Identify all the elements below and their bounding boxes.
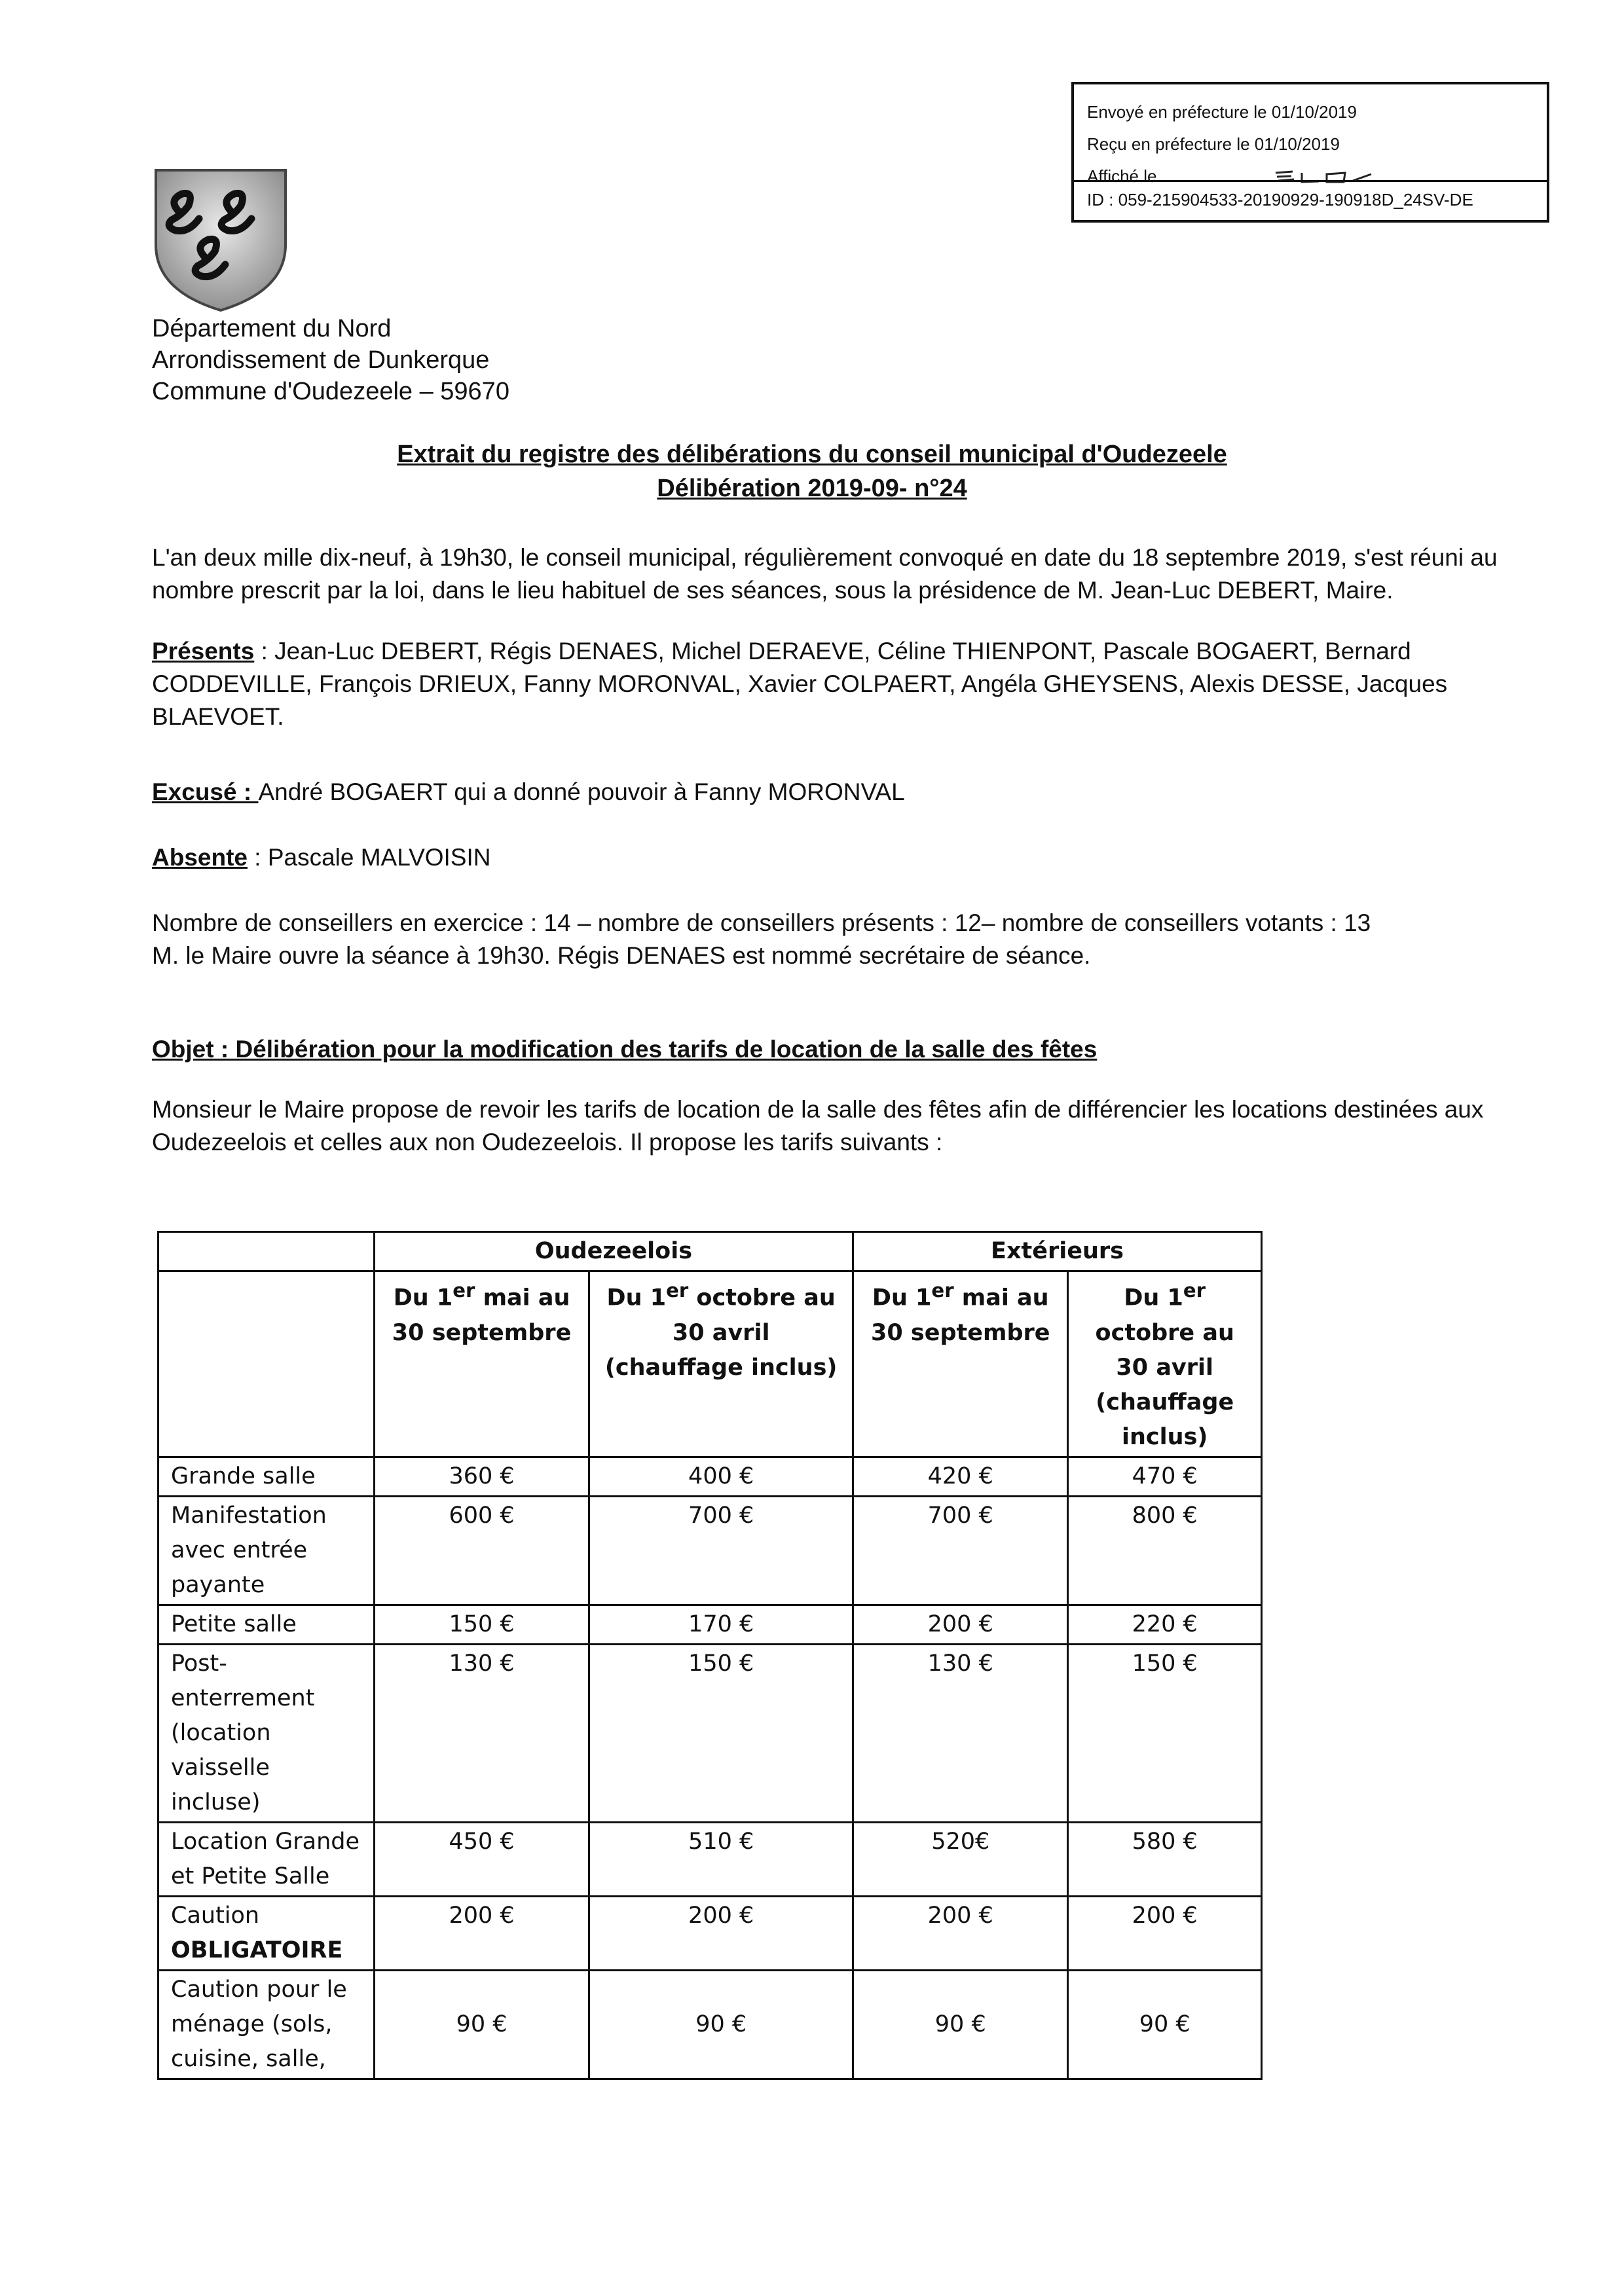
table-row xyxy=(158,1457,1262,1496)
price-cell: 200 € xyxy=(853,1605,1068,1644)
prefecture-stamp xyxy=(1071,82,1549,223)
proposition-paragraph: Monsieur le Maire propose de revoir les tarifs de location de la salle des fêtes afin de différencier les locations destinées aux Oudezeelois et celles aux non Oudezeelois. Il propose les tarifs suivants : xyxy=(152,1096,1484,1156)
presents-label: Présents xyxy=(152,638,255,665)
price-cell: 90 € xyxy=(374,1970,589,2079)
absente-text: : Pascale MALVOISIN xyxy=(247,844,491,871)
price-cell: 200 € xyxy=(1068,1896,1262,1970)
seance-line: M. le Maire ouvre la séance à 19h30. Régis DENAES est nommé secrétaire de séance. xyxy=(152,942,1091,969)
intro-paragraph: L'an deux mille dix-neuf, à 19h30, le conseil municipal, régulièrement convoqué en date du 18 septembre 2019, s'est réuni au nombre prescrit par la loi, dans le lieu habituel de ses séances, sous la présidence de M. Jean-Luc DEBERT, Maire. xyxy=(152,544,1498,604)
price-cell: 150 € xyxy=(374,1605,589,1644)
table-empty-cell xyxy=(158,1271,375,1457)
arrondissement-line: Arrondissement de Dunkerque xyxy=(152,346,490,374)
price-cell: 90 € xyxy=(853,1970,1068,2079)
table-row xyxy=(158,1822,1262,1896)
price-cell: 90 € xyxy=(589,1970,853,2079)
stamp-envoye: Envoyé en préfecture le 01/10/2019 xyxy=(1087,102,1357,122)
row-label: Manifestation avec entrée payante xyxy=(158,1496,375,1605)
price-cell: 360 € xyxy=(374,1457,589,1496)
table-empty-corner xyxy=(158,1232,375,1271)
price-cell: 150 € xyxy=(589,1644,853,1822)
stamp-id: ID : 059-215904533-20190929-190918D_24SV-DE xyxy=(1074,180,1547,220)
presents-text: : Jean-Luc DEBERT, Régis DENAES, Michel DERAEVE, Céline THIENPONT, Pascale BOGAERT, Bernard CODDEVILLE, François DRIEUX, Fanny MORONVAL, Xavier COLPAERT, Angéla GHEYSENS, Alexis DESSE, Jacques BLAEVOET. xyxy=(152,638,1448,730)
price-cell: 510 € xyxy=(589,1822,853,1896)
period-header: Du 1er octobre au 30 avril (chauffage inclus) xyxy=(1068,1271,1262,1457)
presents-paragraph xyxy=(152,635,1501,733)
price-cell: 600 € xyxy=(374,1496,589,1605)
row-label: Location Grande et Petite Salle xyxy=(158,1822,375,1896)
price-cell: 800 € xyxy=(1068,1496,1262,1605)
excuse-text: André BOGAERT qui a donné pouvoir à Fanny MORONVAL xyxy=(258,778,905,805)
price-cell: 700 € xyxy=(853,1496,1068,1605)
stamp-affiche-label: Affiché le xyxy=(1087,166,1157,186)
commune-line: Commune d'Oudezeele – 59670 xyxy=(152,378,509,405)
nombre-line: Nombre de conseillers en exercice : 14 – nombre de conseillers présents : 12– nombre de conseillers votants : 13 xyxy=(152,909,1371,936)
table-row xyxy=(158,1496,1262,1605)
departement-line: Département du Nord xyxy=(152,315,392,342)
period-header: Du 1er mai au 30 septembre xyxy=(853,1271,1068,1457)
price-cell: 400 € xyxy=(589,1457,853,1496)
table-row xyxy=(158,1605,1262,1644)
table-row xyxy=(158,1896,1262,1970)
excuse-paragraph xyxy=(152,776,1501,809)
price-cell: 130 € xyxy=(853,1644,1068,1822)
commune-coat-of-arms-logo xyxy=(152,166,289,313)
stamp-recu: Reçu en préfecture le 01/10/2019 xyxy=(1087,134,1340,154)
price-cell: 200 € xyxy=(853,1896,1068,1970)
price-cell: 700 € xyxy=(589,1496,853,1605)
absente-label: Absente xyxy=(152,844,248,871)
excuse-label: Excusé : xyxy=(152,778,259,805)
row-label: Grande salle xyxy=(158,1457,375,1496)
objet-heading: Objet : Délibération pour la modification des tarifs de location de la salle des fêtes xyxy=(152,1036,1098,1063)
price-cell: 200 € xyxy=(374,1896,589,1970)
absente-paragraph xyxy=(152,841,1501,874)
tarifs-table xyxy=(157,1231,1263,2080)
price-cell: 450 € xyxy=(374,1822,589,1896)
table-row xyxy=(158,1970,1262,2079)
row-label-bold: OBLIGATOIRE xyxy=(171,1937,343,1963)
period-header: Du 1er mai au 30 septembre xyxy=(374,1271,589,1457)
header-block xyxy=(152,313,509,407)
document-title: Extrait du registre des délibérations du conseil municipal d'Oudezeele xyxy=(397,441,1227,468)
deliberation-number: Délibération 2019-09- n°24 xyxy=(657,475,967,502)
row-label: Caution pour le ménage (sols, cuisine, salle, xyxy=(158,1970,375,2079)
price-cell: 520€ xyxy=(853,1822,1068,1896)
period-header: Du 1er octobre au 30 avril (chauffage inclus) xyxy=(589,1271,853,1457)
group-header-exterieurs: Extérieurs xyxy=(853,1232,1262,1271)
price-cell: 170 € xyxy=(589,1605,853,1644)
table-group-header-row xyxy=(158,1232,1262,1271)
price-cell: 130 € xyxy=(374,1644,589,1822)
price-cell: 150 € xyxy=(1068,1644,1262,1822)
group-header-oudezeelois: Oudezeelois xyxy=(374,1232,853,1271)
row-label: Post-enterrement (location vaisselle incluse) xyxy=(158,1644,375,1822)
price-cell: 220 € xyxy=(1068,1605,1262,1644)
price-cell: 470 € xyxy=(1068,1457,1262,1496)
nombre-paragraph xyxy=(152,907,1501,972)
price-cell: 90 € xyxy=(1068,1970,1262,2079)
row-label: Petite salle xyxy=(158,1605,375,1644)
price-cell: 200 € xyxy=(589,1896,853,1970)
price-cell: 580 € xyxy=(1068,1822,1262,1896)
table-row xyxy=(158,1644,1262,1822)
row-label: Caution OBLIGATOIRE xyxy=(158,1896,375,1970)
table-period-header-row xyxy=(158,1271,1262,1457)
price-cell: 420 € xyxy=(853,1457,1068,1496)
